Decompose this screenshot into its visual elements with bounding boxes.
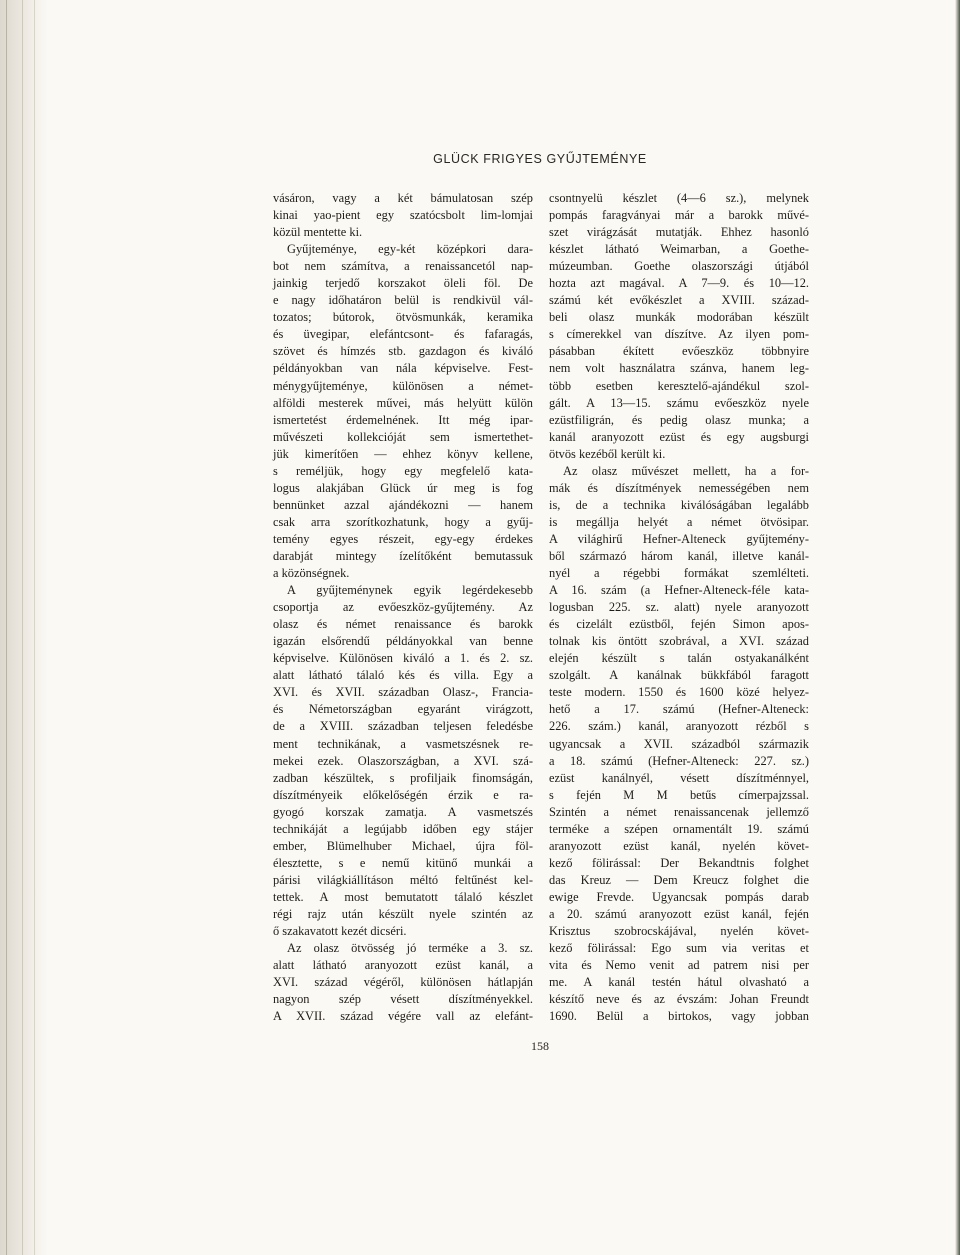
text-line: me. A kanál testén hátul olvasható a — [549, 975, 809, 990]
text-line: gyogó korszak zamatja. A vasmetszés — [273, 804, 533, 819]
text-line: s fején M M betűs címerpajzssal. — [549, 787, 809, 802]
text-line: élesztette, s e nemű kitünő munkái a — [273, 855, 533, 870]
text-line: példányokban van nála képviselve. Fest- — [273, 361, 533, 376]
text-line: csoportja az evőeszköz-gyűjtemény. Az — [273, 600, 533, 615]
text-line: ötvös kezéből került ki. — [549, 446, 666, 461]
text-line: jainkig terjedő korszakot öleli föl. De — [273, 276, 533, 291]
text-line: temény egyes részeit, egy-egy érdekes — [273, 531, 533, 546]
text-line: terméke a szépen ornamentált 19. számú — [549, 821, 809, 836]
text-line: A XVII. század végére vall az elefánt- — [273, 1009, 533, 1024]
text-line: csontnyelü készlet (4—6 sz.), melynek — [549, 191, 809, 205]
text-line: das Kreuz — Dem Kreucz folghet die — [549, 872, 809, 887]
text-line: tettek. A most bemutatott tálaló készlet — [273, 889, 533, 904]
text-line: 1690. Belül a birtokos, vagy jobban — [549, 1009, 809, 1024]
text-line: mekei ezek. Olaszországban, a XVI. szá- — [273, 753, 533, 768]
text-line: mák és díszítmények nemességében nem — [549, 480, 809, 495]
text-line: a 18. számú (Hefner-Alteneck: 227. sz.) — [549, 753, 809, 768]
text-line: teste modern. 1550 és 1600 közé helyez- — [549, 685, 809, 700]
text-line: Krisztus szobrocskájával, nyelén követ- — [549, 924, 809, 939]
text-line: XVI. század végéről, különösen hátlapján — [273, 975, 533, 990]
text-line: művészeti kollekcióját sem ismertethet- — [273, 429, 533, 444]
text-line: több esetben keresztelő-ajándékul szol- — [549, 378, 809, 393]
text-line: A 16. szám (a Hefner-Alteneck-féle kata- — [549, 583, 809, 598]
left-text-column — [273, 190, 533, 1025]
right-text-column — [549, 190, 809, 1025]
text-line: beli olasz munkák modorában készült — [549, 310, 809, 325]
binding-line — [6, 0, 7, 1255]
text-line: és cizelált ezüstből, fején Simon apos- — [549, 617, 809, 632]
text-line: ewige Frevde. Ugyancsak pompás darab — [549, 889, 809, 904]
text-line: jük kimerítően — ehhez könyv kellene, — [273, 446, 533, 461]
text-line: képviselve. Különösen kiváló a 1. és 2. sz. — [273, 651, 533, 666]
text-line: szövet és hímzés stb. gazdagon és kiváló — [273, 344, 533, 359]
binding-line — [34, 0, 35, 1255]
text-line: ember, Blümelhuber Michael, újra föl- — [273, 838, 533, 853]
text-line: logus alakjában Glück úr meg is fog — [273, 480, 533, 495]
text-line: nagyon szép vésett díszítményekkel. — [273, 992, 533, 1007]
text-line: nem volt használatra szánva, hanem leg- — [549, 361, 809, 376]
running-head: GLÜCK FRIGYES GYŰJTEMÉNYE — [433, 152, 647, 166]
text-line: pásabban ékített evőeszköz többnyire — [549, 344, 809, 359]
text-line: és Németországban egyaránt virágzott, — [273, 702, 533, 717]
text-line: s reméljük, hogy egy megfelelő kata- — [273, 463, 533, 478]
text-line: tozatos; bútorok, ötvösmunkák, keramika — [273, 310, 533, 325]
text-line: párisi világkiállításon méltó feltűnést kel- — [273, 872, 533, 887]
binding-line — [22, 0, 23, 1255]
text-line: bennünket azzal ajándékozni — hanem — [273, 497, 533, 512]
text-line: készítő neve és az évszám: Johan Freundt — [549, 992, 809, 1007]
text-line: Gyűjteménye, egy-két középkori dara- — [287, 242, 533, 257]
text-line: A gyűjteménynek egyik legérdekesebb — [287, 583, 533, 598]
text-line: Szintén a német renaissancenak jellemző — [549, 804, 809, 819]
text-line: vásáron, vagy a két bámulatosan szép — [273, 191, 533, 205]
text-line: számú két evőkészlet a XVIII. század- — [549, 293, 809, 308]
text-line: vita és Nemo venit ad patrem nisi per — [549, 958, 809, 973]
text-line: nyél a régebbi formákat szemlélteti. — [549, 566, 809, 581]
text-line: ezüst kanálnyél, vésett díszítménnyel, — [549, 770, 809, 785]
text-line: a közönségnek. — [273, 566, 350, 581]
text-line: díszítményeik előkelőségén érzik e ra- — [273, 787, 533, 802]
text-line: e nagy időhatáron belül is rendkivül vál- — [273, 293, 533, 308]
text-line: XVI. és XVII. században Olasz-, Francia- — [273, 685, 533, 700]
text-line: szolgált. A kanálnak bükkfából faragott — [549, 668, 809, 683]
text-line: csak arra szorítkozhatunk, hogy a gyűj- — [273, 514, 533, 529]
text-line: logusban 225. sz. alatt) nyele aranyozott — [549, 600, 809, 615]
text-line: is megállja helyét a német ötvösipar. — [549, 514, 809, 529]
text-line: ugyancsak a XVII. századból származik — [549, 736, 809, 751]
text-line: gált. A 13—15. számu evőeszköz nyele — [549, 395, 809, 410]
text-line: és üvegipar, elefántcsont- és fafaragás, — [273, 327, 533, 342]
text-line: ménygyűjteménye, különösen a német- — [273, 378, 533, 393]
text-line: a 20. számú aranyozott ezüst kanál, fején — [549, 906, 809, 921]
text-line: ismertetést érdemelnének. Itt még ipar- — [273, 412, 533, 427]
text-line: ezüstfiligrán, és pedig olasz munka; a — [549, 412, 809, 427]
text-line: hozta azt magával. A 7—9. és 10—12. — [549, 276, 809, 291]
text-line: régi rajz után készült nyele szintén az — [273, 906, 533, 921]
text-line: szet virágzását mutatják. Ehhez hasonló — [549, 225, 809, 240]
text-line: igazán elsőrendű példányokkal van benne — [273, 634, 533, 649]
text-line: is, de a technika kiválóságában legalább — [549, 497, 809, 512]
text-line: kező fölirással: Der Bekandtnis folghet — [549, 855, 809, 870]
page-edge — [955, 0, 960, 1255]
text-line: 226. szám.) kanál, aranyozott rézből s — [549, 719, 809, 734]
text-line: kanál aranyozott ezüst és egy augsburgi — [549, 429, 809, 444]
page-number: 158 — [531, 1039, 549, 1053]
text-line: Az olasz művészet mellett, ha a for- — [563, 463, 809, 478]
text-line: készlet látható Weimarban, a Goethe- — [549, 242, 809, 257]
text-line: alföldi mesterek művei, más helyütt külön — [273, 395, 533, 410]
text-line: pompás faragványai már a barokk művé- — [549, 208, 809, 223]
text-line: Az olasz ötvösség jó terméke a 3. sz. — [287, 941, 533, 956]
text-line: zadban készültek, s profiljaik finomságán, — [273, 770, 533, 785]
text-line: múzeumban. Goethe olaszországi útjából — [549, 259, 809, 274]
text-line: s címerekkel van díszítve. Az ilyen pom- — [549, 327, 809, 342]
text-line: ment technikának, a vasmetszésnek re- — [273, 736, 533, 751]
text-line: hető a 17. számú (Hefner-Alteneck: — [549, 702, 809, 717]
text-line: közül mentette ki. — [273, 225, 363, 240]
text-line: olasz és német renaissance és barokk — [273, 617, 533, 632]
text-line: alatt látható aranyozott ezüst kanál, a — [273, 958, 533, 973]
page-gutter — [0, 0, 48, 1255]
text-line: alatt látható tálaló kés és villa. Egy a — [273, 668, 533, 683]
text-line: ből származó három kanál, illetve kanál- — [549, 548, 809, 563]
text-line: technikáját a legújabb időben egy stájer — [273, 821, 533, 836]
text-line: A világhirű Hefner-Alteneck gyűjtemény- — [549, 531, 809, 546]
text-line: elején készült s talán ostyakanálként — [549, 651, 809, 666]
text-line: kező fölirással: Ego sum via veritas et — [549, 941, 809, 956]
text-line: darabját mintegy ízelítőként bemutassuk — [273, 548, 533, 563]
text-line: aranyozott ezüst kanál, nyelén követ- — [549, 838, 809, 853]
text-line: de a XVIII. században teljesen feledésbe — [273, 719, 533, 734]
text-line: kinai yao-pient egy szatócsbolt lim-lomjai — [273, 208, 533, 223]
text-line: bot nem számítva, a renaissancetól nap- — [273, 259, 533, 274]
text-line: ő szakavatott kezét dicséri. — [273, 924, 407, 939]
text-line: tolnak kis öntött szobrával, a XVI. század — [549, 634, 809, 649]
